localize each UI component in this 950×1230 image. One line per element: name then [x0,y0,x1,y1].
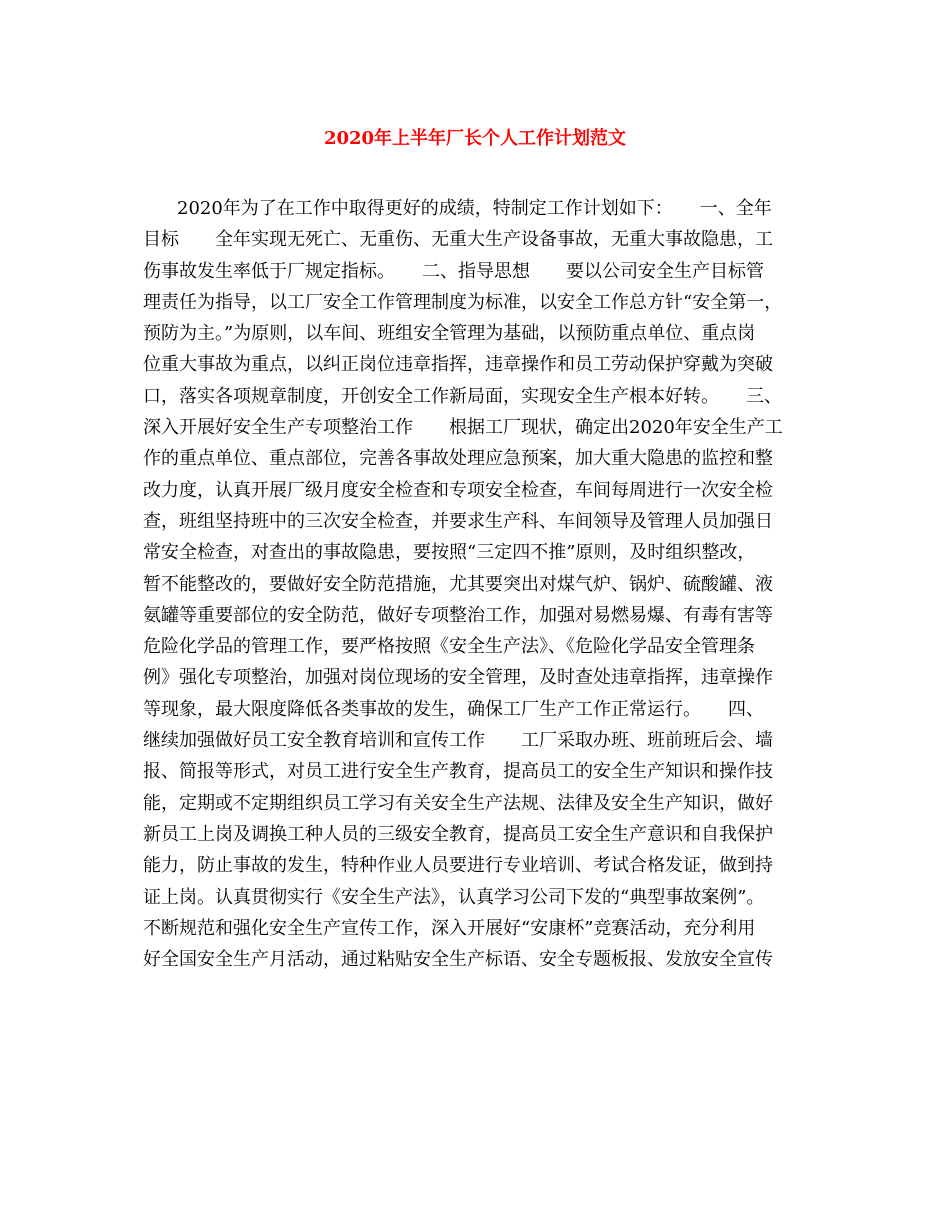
body-line: 证上岗。认真贯彻实行《安全生产法》，认真学习公司下发的“典型事故案例”。 [143,886,765,908]
body-line: 常安全检查，对查出的事故隐患，要按照“三定四不推”原则，及时组织整改， [143,542,756,564]
body-line: 例》强化专项整治，加强对岗位现场的安全管理，及时查处违章指挥，违章操作 [143,667,773,689]
body-line: 继续加强做好员工安全教育培训和宣传工作 工厂采取办班、班前班后会、墙 [143,730,773,752]
body-line: 能力，防止事故的发生，特种作业人员要进行专业培训、考试合格发证，做到持 [143,855,773,877]
body-line: 口，落实各项规章制度，开创安全工作新局面，实现安全生产根本好转。 三、 [143,385,782,407]
body-line: 氨罐等重要部位的安全防范，做好专项整治工作，加强对易燃易爆、有毒有害等 [143,604,773,626]
body-line: 作的重点单位、重点部位，完善各事故处理应急预案，加大重大隐患的监控和整 [143,448,773,470]
body-line: 深入开展好安全生产专项整治工作 根据工厂现状，确定出2020年安全生产工 [143,417,783,439]
body-line: 报、简报等形式，对员工进行安全生产教育，提高员工的安全生产知识和操作技 [143,761,773,783]
document-title: 2020年上半年厂长个人工作计划范文 [323,128,627,149]
body-line: 改力度，认真开展厂级月度安全检查和专项安全检查，车间每周进行一次安全检 [143,479,773,501]
body-line: 理责任为指导，以工厂安全工作管理制度为标准，以安全工作总方针“安全第一， [143,291,783,313]
body-line: 好全国安全生产月活动，通过粘贴安全生产标语、安全专题板报、发放安全宣传 [143,949,773,971]
body-line: 暂不能整改的，要做好安全防范措施，尤其要突出对煤气炉、锅炉、硫酸罐、液 [143,573,773,595]
body-line: 等现象，最大限度降低各类事故的发生，确保工厂生产工作正常运行。 四、 [143,698,764,720]
body-line: 2020年为了在工作中取得更好的成绩，特制定工作计划如下： 一、全年 [177,198,772,219]
body-line: 预防为主。”为原则，以车间、班组安全管理为基础，以预防重点单位、重点岗 [143,323,756,345]
body-line: 查，班组坚持班中的三次安全检查，并要求生产科、车间领导及管理人员加强日 [143,510,773,532]
document-body [143,193,808,975]
body-line: 位重大事故为重点，以纠正岗位违章指挥，违章操作和员工劳动保护穿戴为突破 [143,354,773,376]
body-line: 能，定期或不定期组织员工学习有关安全生产法规、法律及安全生产知识，做好 [143,792,773,814]
body-line: 不断规范和强化安全生产宣传工作，深入开展好“安康杯”竞赛活动，充分利用 [143,917,756,939]
body-line: 目标 全年实现无死亡、无重伤、无重大生产设备事故，无重大事故隐患，工 [143,229,773,251]
body-line: 伤事故发生率低于厂规定指标。 二、指导思想 要以公司安全生产目标管 [143,260,764,282]
body-line: 新员工上岗及调换工种人员的三级安全教育，提高员工安全生产意识和自我保护 [143,823,773,845]
body-line: 危险化学品的管理工作，要严格按照《安全生产法》、《危险化学品安全管理条 [143,636,755,658]
